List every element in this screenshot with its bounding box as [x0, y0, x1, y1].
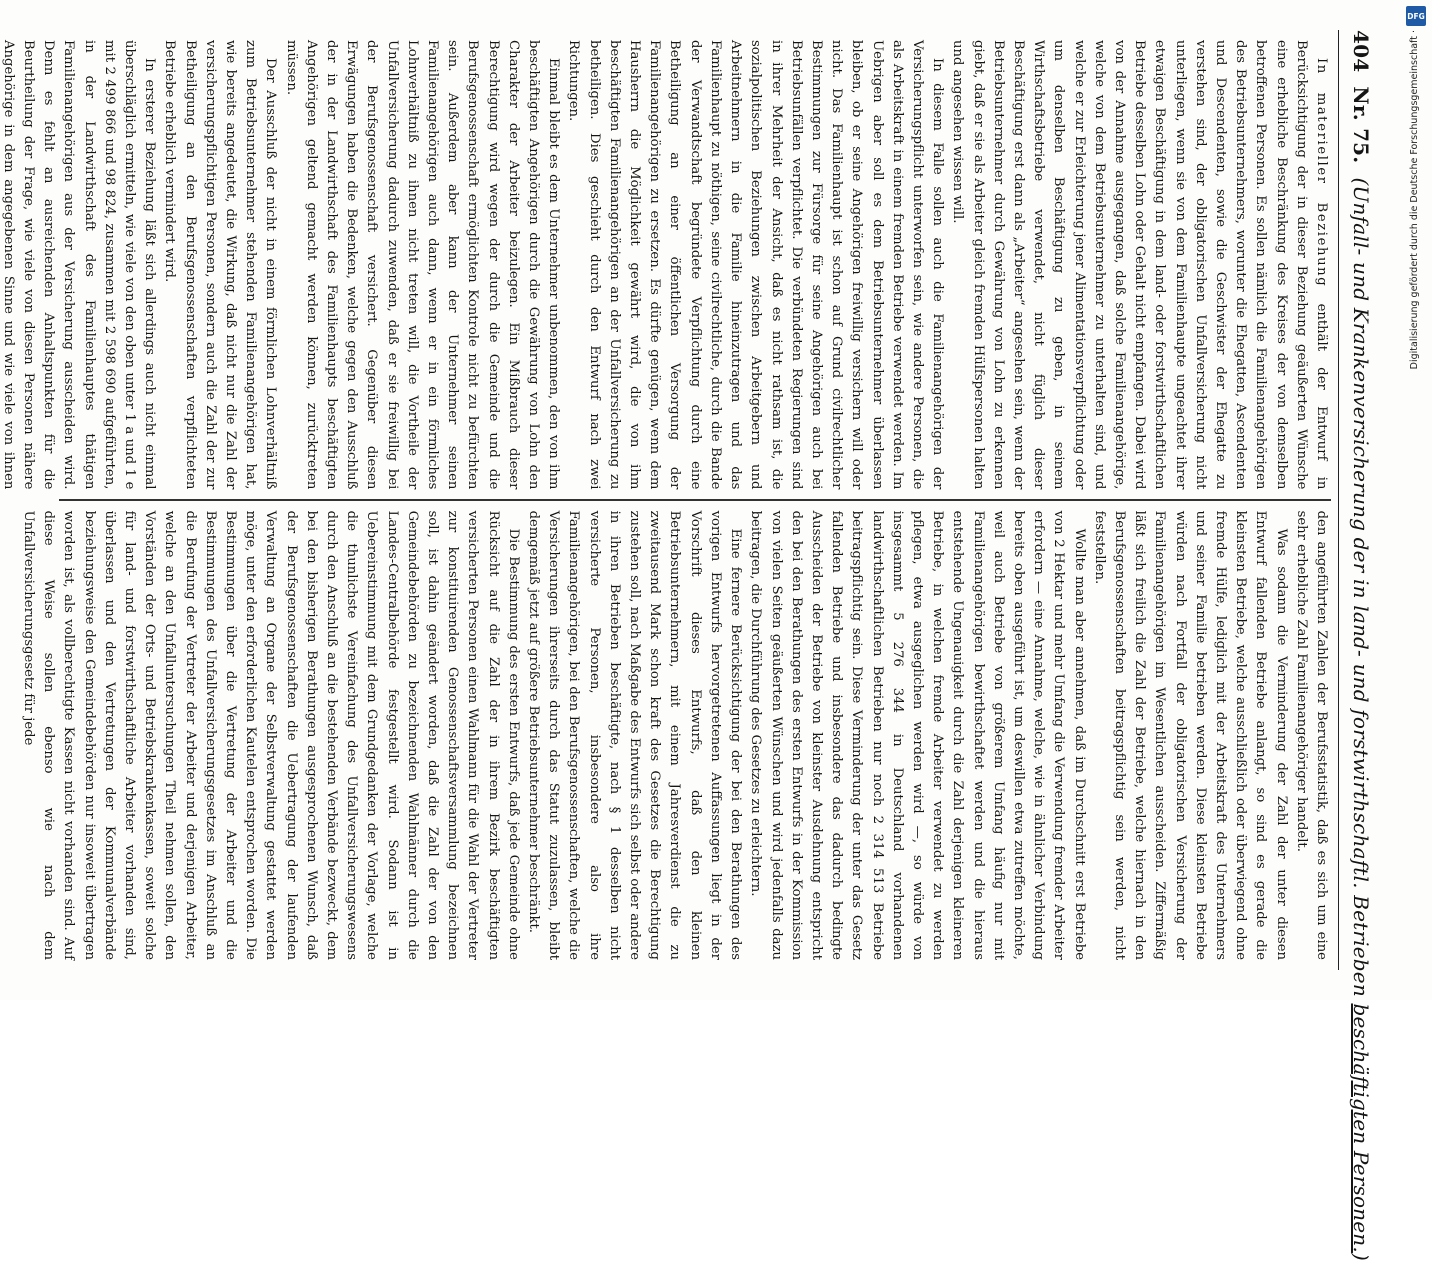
- paragraph-text: Was sodann die Verminderung der Zahl der unter diesen Entwurf fallenden Betriebe anlangt, so sind es gerade die kleinsten Betriebe, welche ausschließlich oder überwiegend ohne fremde Hülfe, lediglich mit der Arbeitskraft des Unternehmers und seiner Familie betrieben werden. Diese kleinsten Betriebe würden nach Fortfall der obligatorischen Versicherung der Familienangehörigen im Wesentlichen ausscheiden. Ziffermäßig läßt sich freilich die Zahl der Betriebe, welche hiernach in den Berufsgenossenschaften beitragspflichtig sein werden, nicht feststellen.: [1091, 510, 1289, 960]
- paragraph-text: Der Ausschluß der nicht in einem förmlichen Lohnverhältniß zum Betriebsunternehmer stehenden Familienangehörigen hat, wie bereits angedeutet, die Wirkung, daß nicht nur die Zahl der versicherungspflichtigen Personen, sondern auch die Zahl der zur Betheiligung an den Berufsgenossenschaften verpflichteten Betriebe erheblich vermindert wird.: [162, 40, 279, 490]
- paragraph: [523, 511, 745, 960]
- paragraph-text: den angeführten Zahlen der Berufsstatistik, daß es sich um eine sehr erhebliche Zahl Familienangehöriger handelt.: [1293, 510, 1329, 960]
- header-title-suffix: ): [1349, 1252, 1373, 1261]
- paragraph: [0, 40, 159, 489]
- paragraph-text: enthält der Entwurf in Berücksichtigung der in dieser Beziehung geäußerten Wünsche eine erhebliche Beschränkung des Kreises der von demselben betroffenen Personen. Es sollen nämlich die Familienangehörigen des Betriebsunternehmers, worunter die Ehegatten, Ascendenten und Descendenten, sowie die Geschwister der Ehegatte zu verstehen sind, der obligatorischen Unfallversicherung nicht unterliegen, wenn sie von dem Familienhaupte ungeachtet ihrer etwaigen Beschäftigung in dem land- oder forstwirthschaftlichen Betriebe desselben Lohn oder Gehalt nicht empfangen. Dabei wird von der Annahme ausgegangen, daß solche Familienangehörige, welche von dem Betriebsunternehmer zu unterhalten sind, und welche er zur Erleichterung jener Alimentationsverpflichtung oder um denselben Beschäftigung zu geben, in seinem Wirthschaftsbetriebe verwendet, nicht füglich dieser Beschäftigung erst dann als „Arbeiter“ angesehen sein, wenn der Betriebsunternehmer durch Gewährung von Lohn zu erkennen giebt, daß er sie als Arbeiter gleich fremden Hülfspersonen halten und angesehen wissen will.: [950, 40, 1329, 490]
- digitization-credit: Digitalisierung gefördert durch die Deutsche Forschungsgemeinschaft ·: [1409, 30, 1420, 370]
- paragraph-text: Eine fernere Berücksichtigung der bei den Berathungen des vorigen Entwurfs hervorgetretenen Auffassungen liegt in der Vorschrift dieses Entwurfs, daß den kleinen Betriebsunternehmern, mit einem Jahresverdienst die zu zweitausend Mark schon kraft des Gesetzes die Berechtigung zustehen soll, nach Maßgabe des Entwurfs sich selbst oder andere in ihren Betrieben beschäftigte, nach § 1 desselben nicht versicherte Personen, insbesondere also ihre Familienangehörigen, bei den Berufsgenossenschaften, welche die Versicherungen ihrerseits durch das Statut zuzulassen, bleibt demgemäß jetzt auf größere Betriebsunternehmer beschränkt.: [526, 510, 744, 960]
- column-right: [21, 501, 1331, 970]
- paragraph: [563, 40, 947, 489]
- paragraph: [1089, 511, 1291, 960]
- paragraph: [18, 511, 523, 960]
- document-page: [0, 20, 1381, 1261]
- header-title: [1349, 177, 1373, 1261]
- paragraph: [280, 40, 563, 489]
- paragraph-text: In diesem Falle sollen auch die Familienangehörigen der Versicherungspflicht unterworfen sein, wie andere Personen, die als Arbeitskraft in einem fremden Betriebe verwendet werden. Im Uebrigen aber soll es dem Betriebsunternehmer überlassen bleiben, ob er seine Angehörigen freiwillig versichern will oder nicht. Das Familienhaupt ist schon auf Grund civilrechtlicher Bestimmungen zur Fürsorge für seine Angehörigen auch bei Betriebsunfällen verpflichtet. Die verbündeten Regierungen sind in ihrer Mehrheit der Ansicht, daß es nicht rathsam ist, die sozialpolitischen Beziehungen zwischen Arbeitgebern und Arbeitnehmern in die Familie hineinzutragen und das Familienhaupt zu nöthigen, seine civilrechtliche, durch die Bande der Verwandtschaft begründete Verpflichtung durch eine Betheiligung an einer öffentlichen Versorgung der Familienangehörigen zu ersetzen. Es dürfte genügen, wenn dem Hausherrn die Möglichkeit gewährt wird, die von ihm beschäftigten Familienangehörigen an der Unfallversicherung zu betheiligen. Dies geschieht durch den Entwurf nach zwei Richtungen.: [566, 40, 946, 490]
- paragraph-text: Einmal bleibt es dem Unternehmer unbenommen, den von ihm beschäftigten Angehörigen durch die Gewährung von Lohn den Charakter der Arbeiter beizulegen. Ein Mißbrauch dieser Berechtigung wird wegen der durch die Gemeinde und die Berufsgenossenschaft ermöglichten Kontrole nicht zu befürchten sein. Außerdem aber kann der Unternehmer seinen Familienangehörigen auch dann, wenn er in ein förmliches Lohnverhältniß zu ihnen nicht treten will, die Vortheile der Unfallversicherung dadurch zuwenden, daß er sie freiwillig bei der Berufsgenossenschaft versichert. Gegenüber diesen Erwägungen haben die Bedenken, welche gegen den Ausschluß der in der Landwirthschaft des Familienhaupts beschäftigten Angehörigen geltend gemacht werden können, zurücktreten müssen.: [283, 40, 562, 490]
- running-header: [1338, 30, 1373, 1261]
- digitization-sidebar: [1404, 6, 1430, 994]
- issue-number: Nr. 75.: [1349, 86, 1373, 164]
- paragraph: [745, 511, 1088, 960]
- paragraph: [947, 40, 1331, 489]
- column-left: [0, 30, 1331, 499]
- dfg-logo: DFG: [1406, 6, 1426, 26]
- paragraph-text: In ersterer Beziehung läßt sich allerdings auch nicht einmal überschläglich ermitteln, wie viele von den oben unter 1 a und 1 e mit 2 499 866 und 98 824, zusammen mit 2 598 690 aufgeführten, in der Landwirthschaft des Familienhauptes thätigen Familienangehörigen aus der Versicherung ausscheiden wird. Denn es fehlt an ausreichenden Anhaltspunkten für die Beurtheilung der Frage, wie viele von diesen Personen nähere Angehörige in dem angegebenen Sinne und wie viele von ihnen: [0, 40, 158, 490]
- paragraph: [159, 40, 280, 489]
- text-columns: [0, 30, 1331, 970]
- paragraph-text: Die Bestimmung des ersten Entwurfs, daß jede Gemeinde ohne Rücksicht auf die Zahl der in ihrem Bezirk beschäftigten versicherten Personen einen Wahlmann für die Wahl der Vertreter zur konstituirenden Genossenschaftsversammlung bezeichnen soll, ist dahin geändert worden, daß die Zahl der von den Gemeindebehörden zu bezeichnenden Wahlmänner durch die Landes-Centralbehörde festgestellt wird. Sodann ist in Uebereinstimmung mit dem Grundgedanken der Vorlage, welche die thunlichste Vereinfachung des Unfallversicherungswesens durch den Anschluß an die bestehenden Verbände bezweckt, dem bei den bisherigen Berathungen ausgesprochenen Wunsch, daß der Berufsgenossenschaften die Uebertragung der laufenden Verwaltung an Organe der Selbstverwaltung gestattet werden möge, unter den erforderlichen Kautelen entsprochen worden. Die Bestimmungen über die Vertretung der Arbeiter und die Bestimmungen des Unfallversicherungsgesetzes im Anschluß an die Berufung der Vertreter der Arbeiter und derjenigen Arbeiter, welche an den Unfalluntersuchungen Theil nehmen sollen, den Vorständen der Orts- und Betriebskrankenkassen, soweit solche für land- und forstwirthschaftliche Arbeiter vorhanden sind, überlassen und den Vertretungen der Kommunalverbände beziehungsweise den Gemeindebehörden nur insoweit übertragen worden ist, als vollberechtigte Kassen nicht vorhanden sind. Auf diese Weise sollen ebenso wie nach dem Unfallversicherungsgesetz für jede: [21, 510, 521, 960]
- paragraph-lead: In materieller Beziehung: [1314, 58, 1329, 288]
- header-title-underlined: beschäftigten Personen.: [1349, 1003, 1373, 1253]
- paragraph: [1291, 511, 1331, 960]
- page-number: 404: [1349, 30, 1373, 73]
- header-title-prefix: (Unfall- und Krankenversicherung der in land- und forstwirthschaftl. Betrieben: [1349, 177, 1373, 1004]
- paragraph-text: Wollte man aber annehmen, daß im Durchschnitt erst Betriebe von 2 Hektar und mehr Umfang die Verwendung fremder Arbeiter erfordern — eine Annahme, welche, wie in ähnlicher Verbindung bereits oben ausgeführt ist, um deswillen etwa zutreffen möchte, weil auch Betriebe von größerem Umfang häufig nur mit Familienangehörigen bewirthschaftet werden und die hieraus entstehende Ungenauigkeit durch die Zahl derjenigen kleineren Betriebe, in welchen fremde Arbeiter verwendet zu werden pflegen, etwa ausgeglichen werden wird —, so würde von insgesammt 5 276 344 in Deutschland vorhandenen landwirthschaftlichen Betrieben nur noch 2 314 513 Betriebe beitragspflichtig sein. Diese Verminderung der unter das Gesetz fallenden Betriebe und insbesondere das dadurch bedingte Ausscheiden der Betriebe von kleinster Ausdehnung entspricht den bei den Berathungen des ersten Entwurfs in der Kommission von vielen Seiten geäußerten Wünschen und wird jedenfalls dazu beitragen, die Durchführung des Gesetzes zu erleichtern.: [748, 510, 1087, 960]
